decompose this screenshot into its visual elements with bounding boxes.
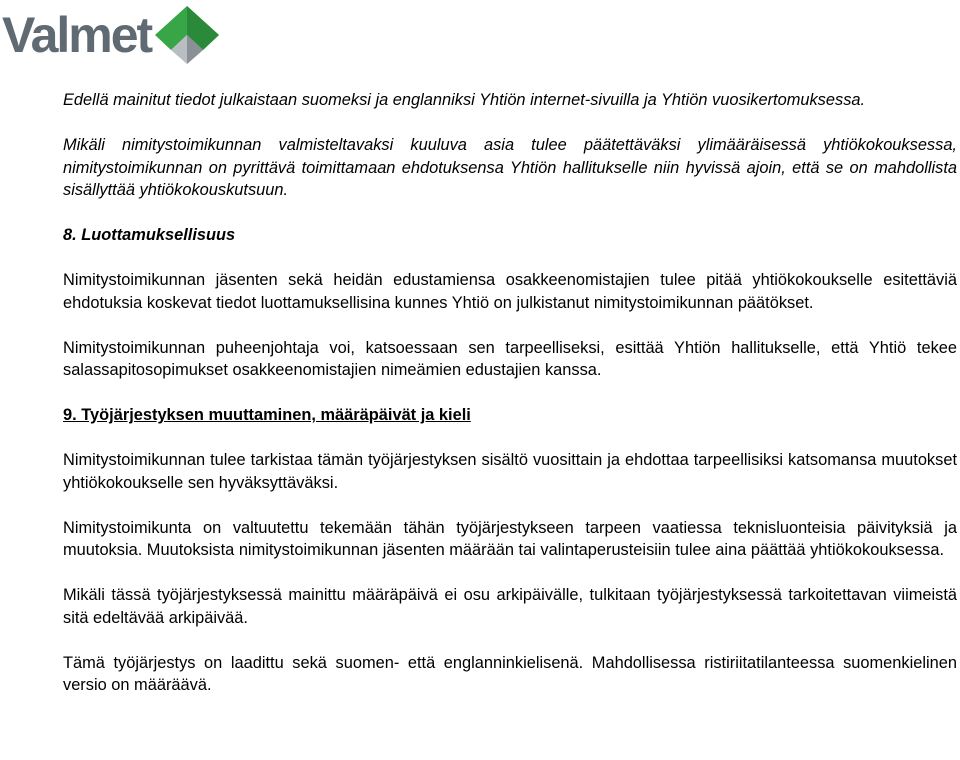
valmet-logo [2,4,221,66]
paragraph-annual-review: Nimitystoimikunnan tulee tarkistaa tämän työjärjestyksen sisältö vuosittain ja ehdottaa tarpeellisiksi katsomansa muutokset yhtiökokoukselle sen hyväksyttäväksi. [63,451,957,492]
paragraph-nda: Nimitystoimikunnan puheenjohtaja voi, katsoessaan sen tarpeelliseksi, esittää Yhtiön hallitukselle, että Yhtiö tekee salassapitosopimukset osakkeenomistajien nimeämien edustajien kanssa. [63,338,957,379]
paragraph-language-version: Tämä työjärjestys on laadittu sekä suomen- että englanninkielisenä. Mahdollisessa ristiriitatilanteessa suomenkielinen versio on määräävä. [63,653,957,694]
paragraph-extraordinary-meeting: Mikäli nimitystoimikunnan valmisteltavaksi kuuluva asia tulee päätettäväksi ylimääräisessä yhtiökokouksessa, nimitystoimikunnan on pyrittävä toimittamaan ehdotuksensa Yhtiön hallitukselle niin hyvissä ajoin, että se on mahdollista sisällyttää yhtiökokouskutsuun. [63,136,957,199]
section-heading-amendments: 9. Työjärjestyksen muuttaminen, määräpäivät ja kieli [63,406,471,424]
paragraph-publication: Edellä mainitut tiedot julkaistaan suomeksi ja englanniksi Yhtiön internet-sivuilla ja Yhtiön vuosikertomuksessa. [63,91,866,109]
section-heading-confidentiality: 8. Luottamuksellisuus [63,226,236,244]
logo-wordmark: Valmet [2,7,152,63]
paragraph-deadline-rule: Mikäli tässä työjärjestyksessä mainittu määräpäivä ei osu arkipäivälle, tulkitaan työjärjestyksessä tarkoitettavan viimeistä sitä edeltävää arkipäivää. [63,586,957,627]
paragraph-technical-updates: Nimitystoimikunta on valtuutettu tekemään tähän työjärjestykseen tarpeen vaatiessa teknisluonteisia päivityksiä ja muutoksia. Muutoksista nimitystoimikunnan jäsenten määrään tai valintaperusteisiin tulee aina päättää yhtiökokouksessa. [63,518,957,559]
paragraph-confidential-info: Nimitystoimikunnan jäsenten sekä heidän edustamiensa osakkeenomistajien tulee pitää yhtiökokoukselle esitettäviä ehdotuksia koskevat tiedot luottamuksellisina kunnes Yhtiö on julkistanut nimitystoimikunnan päätökset. [63,271,957,312]
valmet-diamond-icon [153,4,221,66]
document-body [63,89,957,719]
